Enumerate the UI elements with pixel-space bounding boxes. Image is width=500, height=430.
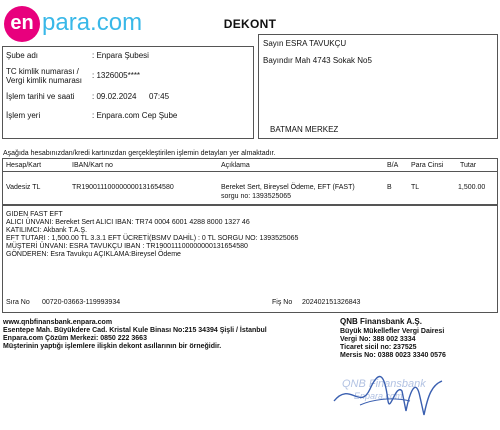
mersis-number: Mersis No: 0388 0023 3340 0576 [340,352,446,359]
intro-text: Aşağıda hesabınızdan/kredi kartınızdan gerçekleştirilen işlemin detayları yer almaktadır. [3,150,276,157]
bank-stamp-signature [330,371,450,419]
header-iban: IBAN/Kart no [72,162,113,169]
place-label: İşlem yeri [6,111,41,120]
document-title: DEKONT [223,17,277,31]
detail-line: MÜŞTERİ ÜNVANI: ESRA TAVUKÇU IBAN : TR190011100000000131654580 [6,243,248,250]
header-currency: Para Cinsi [411,162,444,169]
bank-name: QNB Finansbank A.Ş. [340,317,422,326]
tc-value: : 1326005**** [92,71,141,80]
tax-number: Vergi No: 388 002 3334 [340,336,416,343]
detail-line: GÖNDEREN: Esra Tavukçu AÇIKLAMA:Bireysel Ödeme [6,251,181,258]
header-amount: Tutar [460,162,477,169]
date-value: : 09.02.2024 [92,92,137,101]
sira-label: Sıra No [6,299,30,306]
detail-line: KATILIMCI: Akbank T.A.Ş. [6,227,88,234]
header-desc: Açıklama [221,162,250,169]
row-desc-2: sorgu no: 1393525065 [221,193,292,200]
recipient-name: Sayın ESRA TAVUKÇU [263,39,347,48]
logo-brand: para [42,9,91,36]
fis-label: Fiş No [272,299,293,306]
sira-value: 00720-03663-119993934 [42,299,121,306]
row-currency: TL [411,184,420,191]
time-value: 07:45 [149,92,170,101]
branch-value: : Enpara Şubesi [92,51,149,60]
header-ba: B/A [387,162,399,169]
tc-label-1: TC kimlik numarası / [6,67,79,76]
recipient-address: Bayındır Mah 4743 Sokak No5 [263,56,372,65]
table-header-divider [2,171,498,172]
footer-address: Esentepe Mah. Büyükdere Cad. Kristal Kule Binası No:215 34394 Şişli / İstanbul [3,327,267,334]
tax-office: Büyük Mükellefler Vergi Dairesi [340,328,445,335]
place-value: : Enpara.com Cep Şube [92,111,178,120]
detail-line: ALICI ÜNVANI: Bereket Sert ALICI IBAN: TR74 0004 6001 4288 8000 1327 46 [6,219,250,226]
detail-line: EFT TUTARI : 1,500.00 TL 3.3.1 EFT ÜCRETİ(BSMV DAHİL) : 0 TL SORGU NO: 1393525065 [6,235,299,242]
footer-note: Müşterinin yaptığı işlemlere ilişkin dekont asıllarının bir örneğidir. [3,343,222,350]
detail-line: GIDEN FAST EFT [6,211,63,218]
stamp-text-2: Enpara.com [354,391,403,401]
row-ba: B [387,184,392,191]
logo-prefix: en [10,12,34,34]
tc-label-2: Vergi kimlik numarası [6,76,83,85]
logo-suffix: .com [90,9,143,36]
recipient-box [258,34,498,139]
trade-registry: Ticaret sicil no: 237525 [340,344,417,351]
footer-support: Enpara.com Çözüm Merkezi: 0850 222 3663 [3,335,147,342]
recipient-city: BATMAN MERKEZ [270,125,339,134]
row-amount: 1,500.00 [458,184,486,191]
date-label: İşlem tarihi ve saati [6,92,75,101]
row-account: Vadesiz TL [6,184,41,191]
row-desc-1: Bereket Sert, Bireysel Ödeme, EFT (FAST) [221,184,355,191]
branch-label: Şube adı [6,51,39,60]
header-account: Hesap/Kart [6,162,42,169]
row-iban: TR190011100000000131654580 [72,184,174,191]
footer-website: www.qnbfinansbank.enpara.com [3,319,113,326]
fis-value: 202402151326843 [302,299,361,306]
stamp-text-1: QNB Finansbank [342,378,426,390]
